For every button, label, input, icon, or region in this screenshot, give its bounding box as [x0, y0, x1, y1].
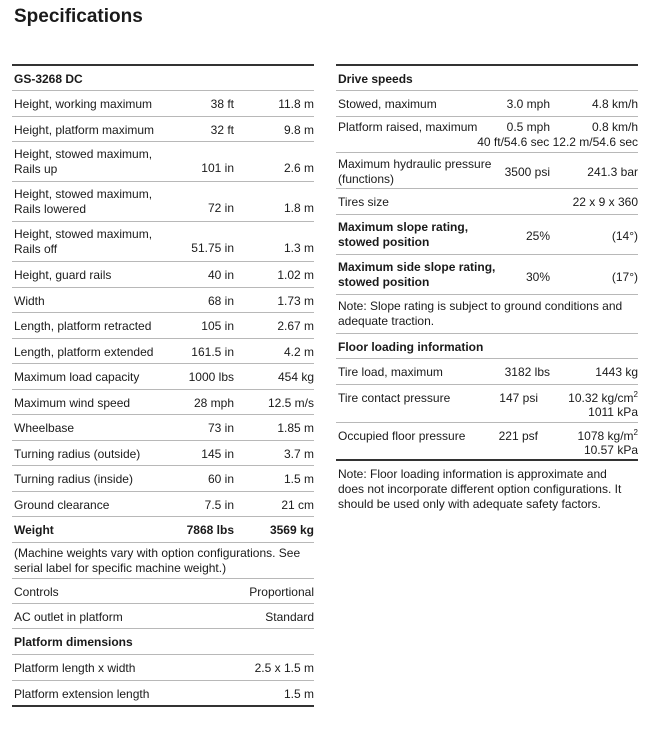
machine-specs-column [12, 64, 314, 707]
occupied-floor-pressure-row: Occupied floor pressure 221 psf 1078 $kg/m^2$ 10.57 kPa [336, 423, 638, 461]
controls-row: Controls Proportional [12, 579, 314, 604]
spec-row: Ground clearance 7.5 in 21 cm [12, 492, 314, 518]
floor-loading-note: Note: Floor loading information is approximate and does not incorporate different option configurations. It should be used only with adequate safety factors. [338, 467, 622, 511]
spec-row: Wheelbase 73 in 1.85 m [12, 415, 314, 441]
spec-row: Length, platform extended 161.5 in 4.2 m [12, 339, 314, 365]
spec-row: Width 68 in 1.73 m [12, 288, 314, 314]
spec-row: Turning radius (outside) 145 in 3.7 m [12, 441, 314, 467]
weight-note: (Machine weights vary with option configurations. See serial label for specific machine weight.) [12, 543, 314, 579]
tires-size-row: Tires size 22 x 9 x 360 [336, 189, 638, 215]
drive-speed-stowed-row: Stowed, maximum 3.0 mph 4.8 km/h [336, 91, 638, 117]
model-header [12, 64, 314, 91]
platform-extension-row: Platform extension length 1.5 m [12, 681, 314, 707]
side-slope-rating-row: Maximum side slope rating, stowed position 30% (17°) [336, 255, 638, 295]
slope-note: Note: Slope rating is subject to ground conditions and adequate traction. [336, 295, 638, 334]
spec-row: Height, stowed maximum, Rails off 51.75 in 1.3 m [12, 222, 314, 262]
tire-load-row: Tire load, maximum 3182 lbs 1443 kg [336, 359, 638, 385]
performance-specs-column [336, 64, 638, 515]
tire-contact-pressure-row: Tire contact pressure 147 psi 10.32 $kg/cm^2$ 1011 kPa [336, 385, 638, 423]
spec-row: Turning radius (inside) 60 in 1.5 m [12, 466, 314, 492]
floor-loading-header: Floor loading information [336, 334, 638, 359]
spec-row: Height, stowed maximum, Rails lowered 72 in 1.8 m [12, 182, 314, 222]
drive-speeds-header: Drive speeds [336, 64, 638, 91]
page-title: Specifications [14, 6, 143, 27]
platform-dimensions-header: Platform dimensions [12, 629, 314, 655]
model-name: GS-3268 DC [14, 72, 83, 86]
spec-row: Height, guard rails 40 in 1.02 m [12, 262, 314, 288]
spec-row: Maximum wind speed 28 mph 12.5 m/s [12, 390, 314, 416]
hydraulic-pressure-row: Maximum hydraulic pressure (functions) 3500 psi 241.3 bar [336, 153, 638, 189]
ac-outlet-row: AC outlet in platform Standard [12, 604, 314, 629]
slope-rating-row: Maximum slope rating, stowed position 25% (14°) [336, 215, 638, 255]
drive-speed-raised-row: Platform raised, maximum 0.5 mph 0.8 km/h 40 ft/54.6 sec 12.2 m/54.6 sec [336, 117, 638, 153]
spec-row: Height, platform maximum 32 ft 9.8 m [12, 117, 314, 143]
platform-size-row: Platform length x width 2.5 x 1.5 m [12, 655, 314, 681]
spec-row: Maximum load capacity 1000 lbs 454 kg [12, 364, 314, 390]
weight-row: Weight 7868 lbs 3569 kg [12, 517, 314, 543]
spec-row: Height, stowed maximum, Rails up 101 in 2.6 m [12, 142, 314, 182]
spec-row: Length, platform retracted 105 in 2.67 m [12, 313, 314, 339]
spec-row: Height, working maximum 38 ft 11.8 m [12, 91, 314, 117]
